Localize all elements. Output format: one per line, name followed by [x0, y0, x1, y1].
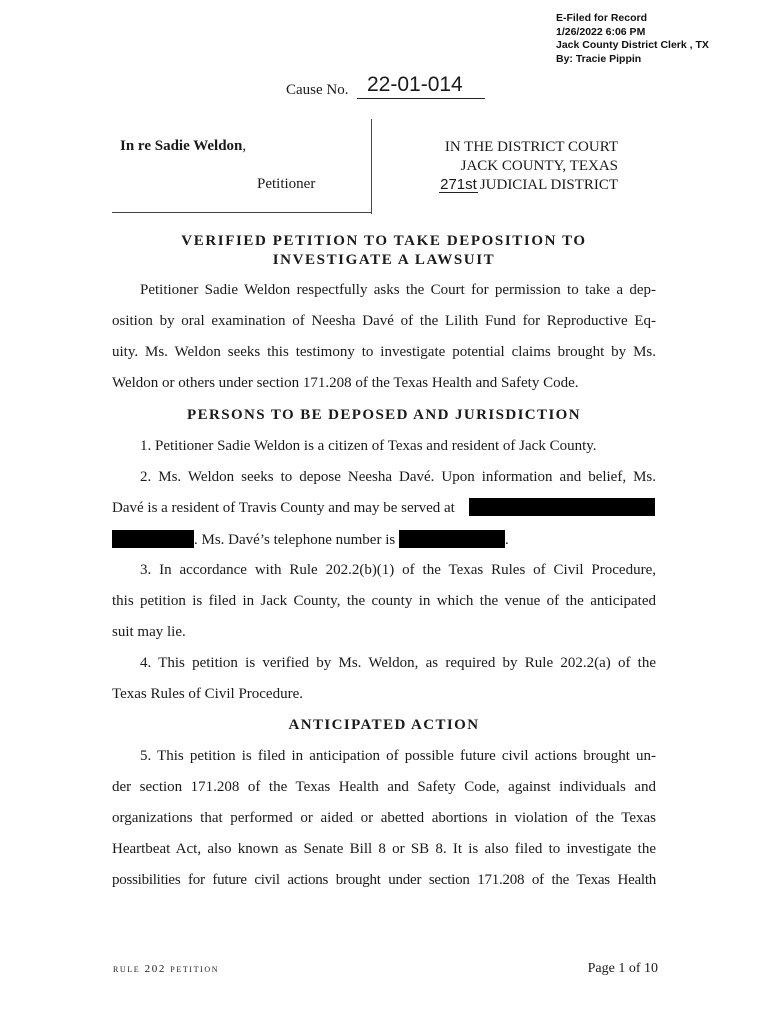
court-line: JACK COUNTY, TEXAS: [460, 158, 618, 174]
page-number: Page 1 of 10: [587, 961, 658, 976]
body-text: .: [504, 532, 509, 548]
title-line: INVESTIGATE A LAWSUIT: [272, 252, 496, 268]
efile-stamp: [556, 12, 709, 66]
document-title: [112, 232, 656, 270]
court-block: [439, 138, 618, 195]
body-text: Davé is a resident of Travis County and may be served at: [112, 500, 455, 516]
body-line: 5. This petition is filed in anticipation of possible future civil actions brought un-: [140, 748, 656, 764]
body-line: 2. Ms. Weldon seeks to depose Neesha Davé. Upon information and belief, Ms.: [140, 469, 656, 485]
district-number: 271st: [440, 176, 477, 193]
caption-party: [120, 138, 246, 155]
stamp-line: By: Tracie Pippin: [556, 52, 642, 65]
section-heading: PERSONS TO BE DEPOSED AND JURISDICTION: [187, 407, 581, 423]
body-line: osition by oral examination of Neesha Davé of the Lilith Fund for Reproductive Eq-: [112, 313, 656, 329]
title-line: VERIFIED PETITION TO TAKE DEPOSITION TO: [181, 233, 587, 249]
body-line: [112, 530, 656, 549]
court-line: JUDICIAL DISTRICT: [479, 177, 618, 193]
stamp-line: 1/26/2022 6:06 PM: [556, 25, 646, 38]
body-line: der section 171.208 of the Texas Health and Safety Code, against individuals and: [112, 779, 656, 795]
stamp-line: Jack County District Clerk , TX: [556, 39, 709, 51]
body-line: possibilities for future civil actions brought under section 171.208 of the Texas Health: [112, 872, 656, 888]
redaction-block: [399, 530, 505, 548]
party-comma: ,: [242, 138, 247, 154]
body-line: Texas Rules of Civil Procedure.: [112, 686, 303, 702]
caption-role: Petitioner: [257, 176, 316, 192]
court-line-district: [439, 176, 618, 195]
footer-document-label: rule 202 petition: [113, 963, 220, 975]
court-line: IN THE DISTRICT COURT: [444, 139, 618, 155]
body-line: 4. This petition is verified by Ms. Weldon, as required by Rule 202.2(a) of the: [140, 655, 656, 671]
redaction-block: [112, 530, 194, 548]
body-line: organizations that performed or aided or abetted abortions in violation of the Texas: [112, 810, 656, 826]
body-line: 1. Petitioner Sadie Weldon is a citizen of Texas and resident of Jack County.: [140, 438, 597, 454]
body-line: Petitioner Sadie Weldon respectfully asks the Court for permission to take a dep-: [140, 282, 656, 298]
stamp-line: E-Filed for Record: [556, 12, 648, 24]
body-line: uity. Ms. Weldon seeks this testimony to investigate potential claims brought by Ms.: [112, 344, 656, 360]
body-line: Heartbeat Act, also known as Senate Bill 8 or SB 8. It is also filed to investigate the: [112, 841, 656, 857]
body-line: 3. In accordance with Rule 202.2(b)(1) of the Texas Rules of Civil Procedure,: [140, 562, 656, 578]
caption-divider-vertical: [371, 119, 372, 214]
cause-label: Cause No.: [286, 82, 349, 98]
body-line: this petition is filed in Jack County, the county in which the venue of the anticipated: [112, 593, 656, 609]
body-text: . Ms. Davé’s telephone number is: [194, 532, 396, 548]
body-line: Weldon or others under section 171.208 of the Texas Health and Safety Code.: [112, 375, 579, 391]
section-heading: ANTICIPATED ACTION: [288, 717, 480, 733]
redaction-block: [469, 498, 655, 516]
body-line: suit may lie.: [112, 624, 186, 640]
body-line: [112, 499, 656, 517]
cause-number: 22-01-014: [357, 72, 485, 99]
caption-divider-horizontal: [112, 212, 372, 213]
party-name: In re Sadie Weldon: [120, 138, 243, 154]
